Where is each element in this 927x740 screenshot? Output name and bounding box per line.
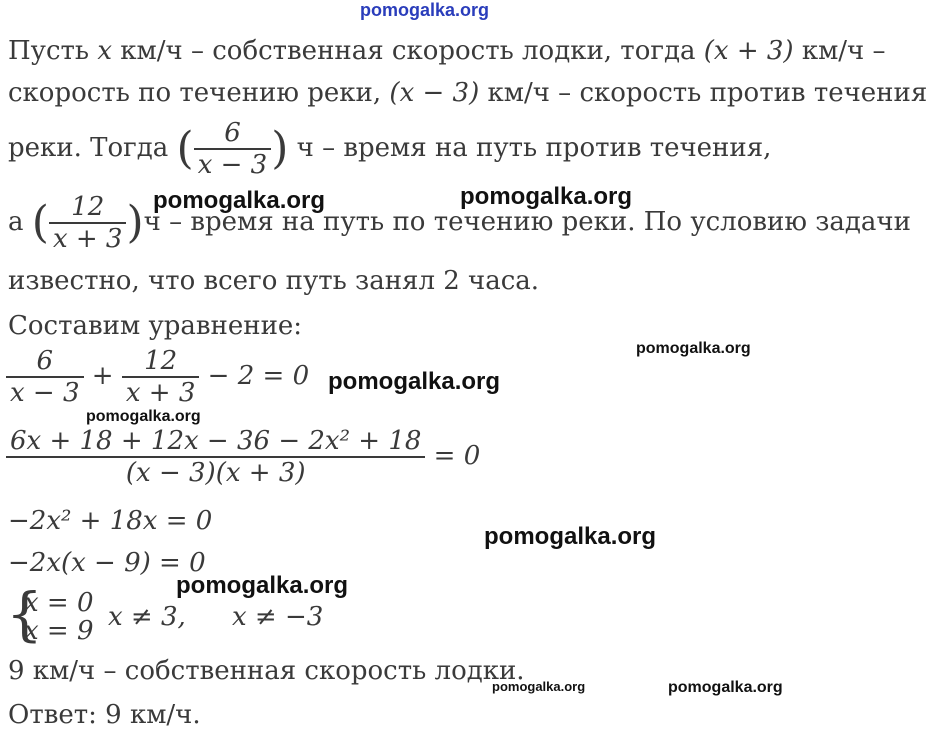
text-segment: ч – время на путь против течения, bbox=[288, 133, 772, 163]
text-segment: ч – время на путь по течению реки. По условию задачи bbox=[143, 207, 911, 237]
math-expr: (x + 3) bbox=[703, 36, 794, 66]
system-line-1: x = 0 bbox=[24, 588, 94, 618]
text-line-3 bbox=[8, 118, 771, 180]
text-segment: км/ч – собственная скорость лодки, тогда bbox=[112, 36, 704, 66]
fraction-numerator: 12 bbox=[71, 192, 105, 222]
text-segment: Пусть bbox=[8, 36, 98, 66]
equation-2 bbox=[6, 426, 480, 488]
equation-rest: − 2 = 0 bbox=[207, 361, 310, 391]
paren-left: ( bbox=[176, 123, 194, 174]
paren-right: ) bbox=[126, 197, 144, 248]
watermark: pomogalka.org bbox=[328, 368, 501, 395]
fraction-numerator: 6x + 18 + 12x − 36 − 2x² + 18 bbox=[10, 426, 422, 456]
text-segment: а bbox=[8, 207, 32, 237]
equation-rest: = 0 bbox=[433, 441, 481, 471]
fraction-6-over-x-minus-3 bbox=[6, 346, 84, 408]
text-line-6: Составим уравнение: bbox=[8, 311, 303, 341]
text-line-2 bbox=[8, 78, 927, 108]
text-segment: реки. Тогда bbox=[8, 133, 177, 163]
system-line-2: x = 9 bbox=[24, 616, 94, 646]
text-line-7: 9 км/ч – собственная скорость лодки. bbox=[8, 656, 525, 686]
paren-right: ) bbox=[271, 123, 289, 174]
fraction-12-over-x-plus-3 bbox=[49, 192, 127, 254]
fraction-denominator: x + 3 bbox=[49, 222, 127, 254]
fraction-denominator: x − 3 bbox=[194, 148, 272, 180]
text-segment: км/ч – bbox=[793, 36, 886, 66]
math-var: x bbox=[97, 36, 113, 66]
fraction-6-over-x-minus-3 bbox=[194, 118, 272, 180]
watermark: pomogalka.org bbox=[492, 679, 586, 694]
fraction-denominator: (x − 3)(x + 3) bbox=[6, 456, 425, 488]
equation-4: −2x(x − 9) = 0 bbox=[8, 548, 206, 578]
fraction-combined bbox=[6, 426, 425, 488]
text-segment: скорость по течению реки, bbox=[8, 78, 390, 108]
watermark: pomogalka.org bbox=[86, 408, 201, 425]
watermark: pomogalka.org bbox=[636, 340, 751, 357]
fraction-denominator: x − 3 bbox=[6, 376, 84, 408]
fraction-numerator: 6 bbox=[36, 346, 54, 376]
math-expr: (x − 3) bbox=[389, 78, 480, 108]
text-line-5: известно, что всего путь занял 2 часа. bbox=[8, 266, 540, 296]
fraction-numerator: 6 bbox=[224, 118, 241, 148]
brace-icon: { bbox=[6, 580, 43, 648]
text-segment: км/ч – скорость против течения bbox=[479, 78, 927, 108]
restriction-1: x ≠ 3, bbox=[108, 602, 186, 632]
answer-line: Ответ: 9 км/ч. bbox=[8, 700, 201, 730]
plus-sign: + bbox=[91, 361, 114, 391]
paren-left: ( bbox=[31, 197, 49, 248]
fraction-numerator: 12 bbox=[144, 346, 178, 376]
watermark-top: pomogalka.org bbox=[360, 0, 490, 20]
text-line-1 bbox=[8, 36, 886, 66]
watermark: pomogalka.org bbox=[460, 183, 633, 210]
watermark: pomogalka.org bbox=[176, 572, 349, 599]
watermark: pomogalka.org bbox=[153, 187, 326, 214]
equation-1 bbox=[6, 346, 309, 408]
watermark: pomogalka.org bbox=[484, 523, 657, 550]
fraction-12-over-x-plus-3 bbox=[122, 346, 200, 408]
fraction-denominator: x + 3 bbox=[122, 376, 200, 408]
equation-3: −2x² + 18x = 0 bbox=[8, 506, 213, 536]
watermark: pomogalka.org bbox=[668, 679, 783, 696]
restriction-2: x ≠ −3 bbox=[232, 602, 324, 632]
